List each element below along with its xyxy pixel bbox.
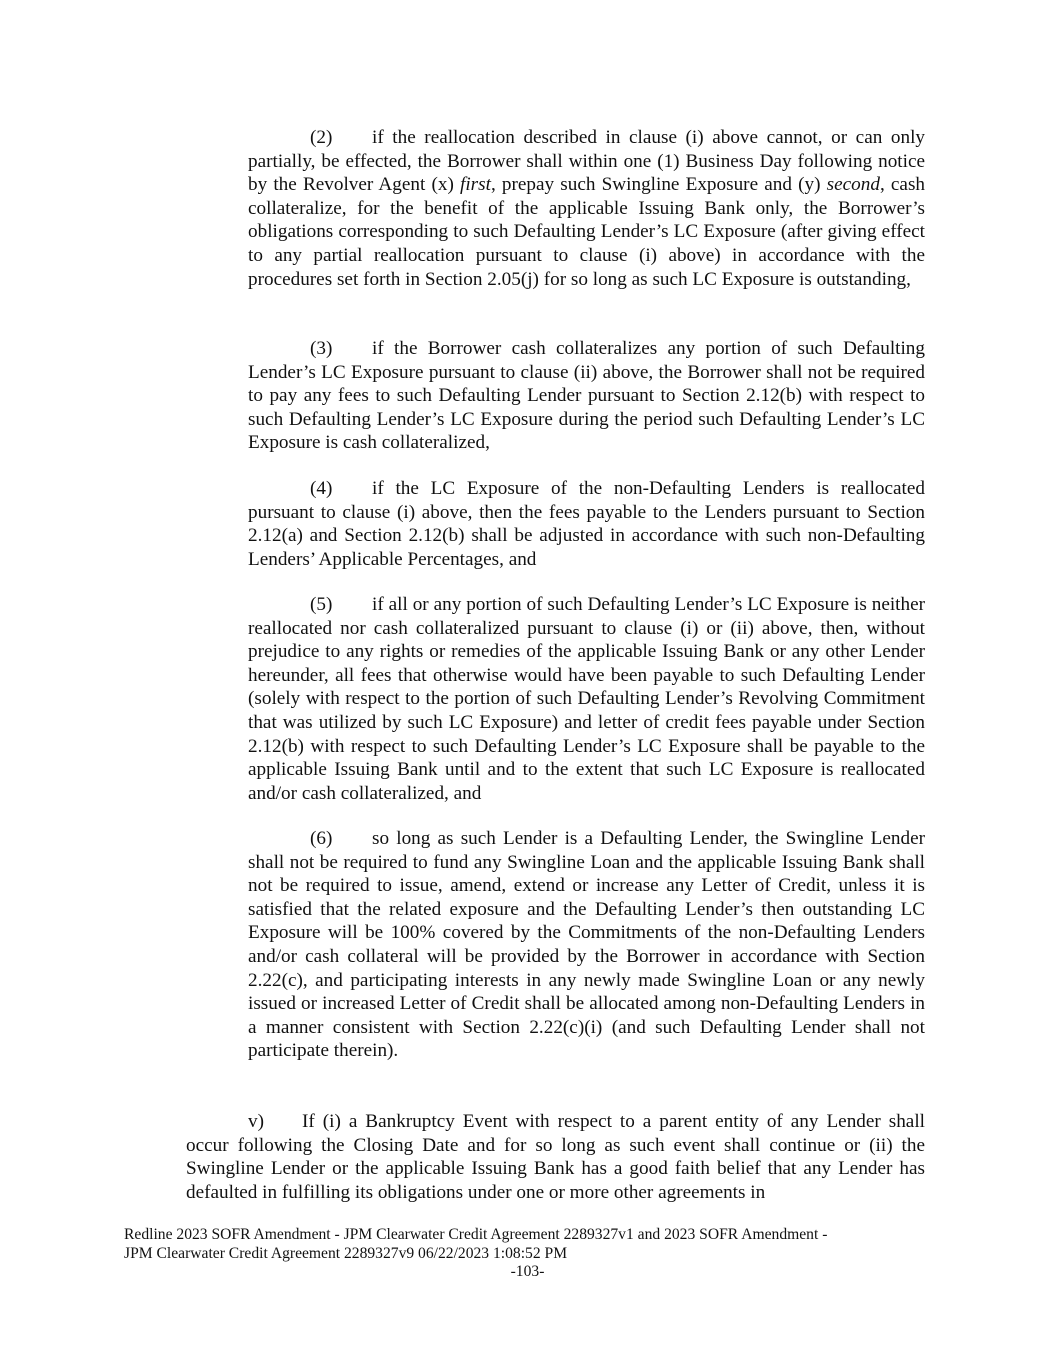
page-footer: [124, 1225, 924, 1264]
clause-text: if the LC Exposure of the non-Defaulting Lenders is reallocated pursuant to clause (i) above, then the fees payable to the Lenders pursuant to Section 2.12(a) and Section 2.12(b) shall be adjusted in accordance with such non-Defaulting Lenders’ Applicable Percentages, and: [248, 478, 925, 570]
clause-text: if all or any portion of such Defaulting Lender’s LC Exposure is neither reallocated nor cash collateralized pursuant to clause (i) or (ii) above, then, without prejudice to any rights or remedies of the applicable Issuing Bank or any other Lender hereunder, all fees that otherwise would have been payable to such Defaulting Lender (solely with respect to the portion of such Defaulting Lender’s Revolving Commitment that was utilized by such LC Exposure) and letter of credit fees payable under Section 2.12(b) with respect to such Defaulting Lender’s LC Exposure shall be payable to the applicable Issuing Bank until and to the extent that such LC Exposure is reallocated and/or cash collateralized, and: [248, 594, 925, 804]
clause-text: If (i) a Bankruptcy Event with respect to a parent entity of any Lender shall occur following the Closing Date and for so long as such event shall continue or (ii) the Swingline Lender or the applicable Issuing Bank has a good faith belief that any Lender has defaulted in fulfilling its obligations under one or more other agreements in: [186, 1111, 925, 1203]
clause-number: (2): [310, 127, 333, 148]
footer-line-1: Redline 2023 SOFR Amendment - JPM Clearwater Credit Agreement 2289327v1 and 2023 SOFR Amendment -: [124, 1226, 828, 1243]
clause-v-paragraph: [186, 1110, 925, 1204]
footer-line-2: JPM Clearwater Credit Agreement 2289327v9 06/22/2023 1:08:52 PM: [124, 1245, 568, 1263]
clause-number: (6): [310, 828, 333, 849]
emphasis-first: first: [460, 174, 491, 196]
clause-number: v): [248, 1111, 264, 1132]
clause-text: , prepay such Swingline Exposure and (y): [490, 174, 827, 196]
emphasis-second: second: [826, 174, 880, 196]
page-number: -103-: [510, 1263, 545, 1280]
clause-5-paragraph: [248, 593, 925, 805]
clause-3-paragraph: [248, 337, 925, 455]
clause-4-paragraph: [248, 477, 925, 571]
clause-number: (5): [310, 594, 333, 615]
clause-text: so long as such Lender is a Defaulting Lender, the Swingline Lender shall not be required to fund any Swingline Loan and the applicable Issuing Bank shall not be required to issue, amend, extend or increase any Letter of Credit, unless it is satisfied that the related exposure and the Defaulting Lender’s then outstanding LC Exposure will be 100% covered by the Commitments of the non-Defaulting Lenders and/or cash collateral will be provided by the Borrower in accordance with Section 2.22(c), and participating interests in any newly made Swingline Loan or any newly issued or increased Letter of Credit shall be allocated among non-Defaulting Lenders in a manner consistent with Section 2.22(c)(i) (and such Defaulting Lender shall not participate therein).: [248, 828, 925, 1062]
clause-text: if the reallocation described in clause (i) above cannot, or can only partially, be effected, the Borrower shall within one (1) Business Day following notice by the Revolver Agent (x): [248, 127, 925, 196]
clause-2-paragraph: [248, 126, 925, 291]
clause-6-paragraph: [248, 827, 925, 1063]
clause-number: (4): [310, 478, 333, 499]
clause-number: (3): [310, 338, 333, 359]
clause-text: , cash collateralize, for the benefit of the applicable Issuing Bank only, the Borrower’s obligations corresponding to such Defaulting Lender’s LC Exposure (after giving effect to any partial reallocation pursuant to clause (i) above) in accordance with the procedures set forth in Section 2.05(j) for so long as such LC Exposure is outstanding,: [248, 174, 926, 290]
clause-text: if the Borrower cash collateralizes any portion of such Defaulting Lender’s LC Exposure pursuant to clause (ii) above, the Borrower shall not be required to pay any fees to such Defaulting Lender pursuant to Section 2.12(b) with respect to such Defaulting Lender’s LC Exposure during the period such Defaulting Lender’s LC Exposure is cash collateralized,: [248, 338, 925, 454]
